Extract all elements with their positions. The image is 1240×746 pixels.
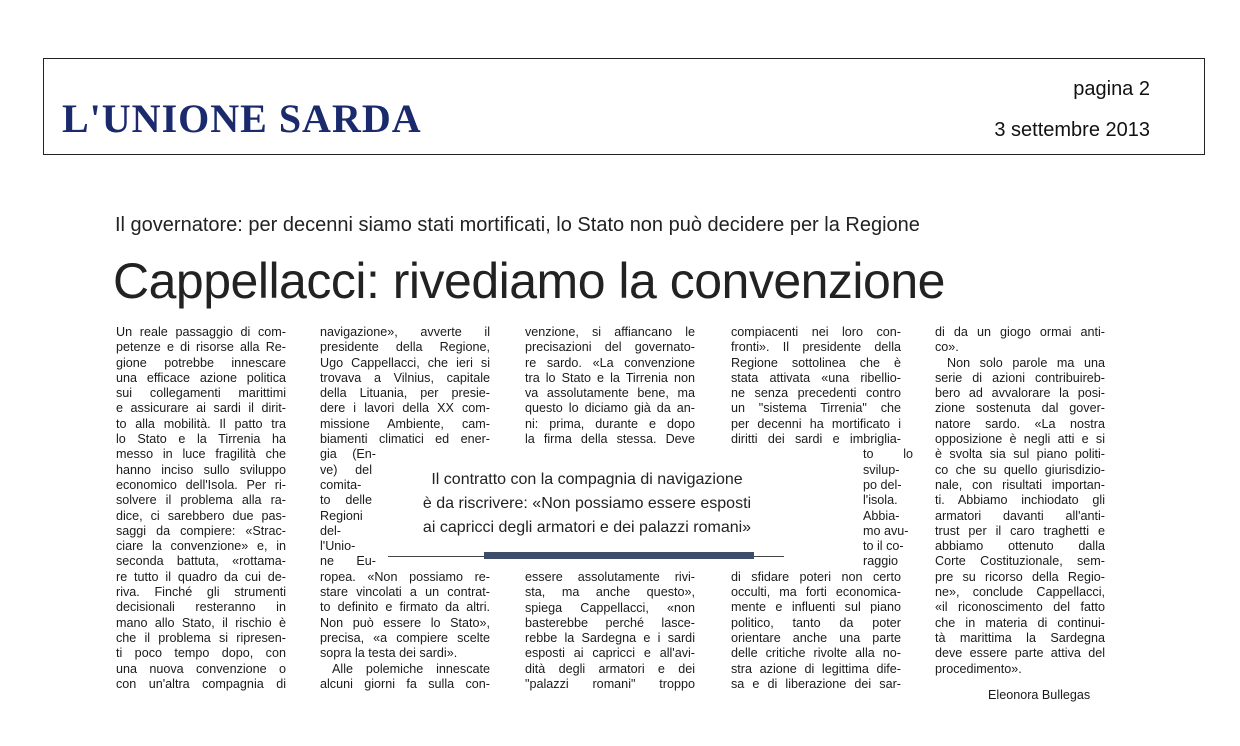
text-line: bero ad avvalorare la posi-	[935, 386, 1105, 401]
text-line: orientare anche una parte	[731, 630, 901, 645]
text-line: ti. Abbiamo inchiodato gli	[935, 493, 1105, 508]
text-line: mano allo Stato, il rischio è	[116, 615, 286, 630]
text-line: una nuova convenzione o	[116, 661, 286, 676]
text-line: Abbia-	[863, 508, 900, 523]
text-line: precisa, «a compiere scelte	[320, 630, 490, 645]
text-line: alcuni giorni fa sulla con-	[320, 676, 490, 691]
text-line: ni: prima, durante e dopo	[525, 416, 695, 431]
text-line: to lo	[863, 447, 913, 462]
article-column-1	[116, 325, 286, 692]
pull-quote-accent-bar	[484, 552, 754, 559]
text-line: sopra la testa dei sardi».	[320, 646, 458, 661]
text-line: essere assolutamente rivi-	[525, 570, 695, 584]
text-line: Non solo parole ma una	[947, 355, 1105, 370]
page-number: pagina 2	[1073, 78, 1150, 100]
text-line: dere i lavori della XX com-	[320, 401, 490, 416]
text-line: e assicurare ai sardi il dirit-	[116, 401, 286, 416]
text-line: dità degli armatori e dei	[525, 661, 695, 676]
text-line: to delle	[320, 493, 372, 508]
text-line: mo avu-	[863, 523, 909, 538]
text-line: tà marittima la Sardegna	[935, 630, 1105, 645]
text-line: re tutto il quadro da cui de-	[116, 569, 286, 584]
text-line: co».	[935, 340, 959, 355]
text-line: stata attivata «una ribellio-	[731, 370, 901, 385]
text-line: compiacenti nei loro con-	[731, 325, 901, 339]
text-line: economico dell'Isola. Per ri-	[116, 477, 286, 492]
text-line: comita-	[320, 477, 362, 492]
pull-quote	[400, 468, 774, 540]
text-line: saggi da compiere: «Strac-	[116, 523, 286, 538]
text-line: una efficace azione politica	[116, 370, 286, 385]
text-line: ve) del	[320, 462, 372, 477]
text-line: venzione, si affiancano le	[525, 325, 695, 339]
text-line: va assolutamente bene, ma	[525, 386, 695, 401]
text-line: co che su quello giurisdizio-	[935, 462, 1105, 477]
text-line: «il riconoscimento del fatto	[935, 600, 1105, 615]
text-line: Corte Costituzionale, sem-	[935, 554, 1105, 569]
text-line: biamenti climatici ed ener-	[320, 432, 490, 447]
text-line: abbiamo ottenuto dalla	[935, 539, 1105, 554]
article-column-5	[935, 325, 1105, 677]
text-line: esposti ai capricci e all'avi-	[525, 646, 695, 661]
text-line: zione sostenuta dal gover-	[935, 401, 1105, 416]
text-line: sa e di liberazione dei sar-	[731, 676, 901, 691]
text-line: di da un giogo ormai anti-	[935, 325, 1105, 339]
text-line: to alla mobilità. Il patto tra	[116, 416, 286, 431]
text-line: rebbe la Sardegna e i sardi	[525, 631, 695, 646]
text-line: la firma della stessa. Deve	[525, 432, 695, 447]
text-line: opposizione è negli atti e si	[935, 432, 1105, 447]
text-line: nale, con risultati importan-	[935, 477, 1105, 492]
pull-quote-line: Il contratto con la compagnia di navigazione	[431, 471, 743, 488]
text-line: basterebbe perché lasce-	[525, 615, 695, 630]
text-line: precisazioni del governato-	[525, 340, 695, 355]
text-line: è svolta sia sul piano politi-	[935, 447, 1105, 462]
publication-date: 3 settembre 2013	[994, 119, 1150, 141]
pull-quote-line: è da riscrivere: «Non possiamo essere esposti	[422, 495, 752, 512]
text-line: messo in luce fragilità che	[116, 447, 286, 462]
text-line: Alle polemiche innescate	[332, 661, 490, 676]
text-line: seconda battuta, «rottama-	[116, 554, 286, 569]
text-line: per decenni ha mortificato i	[731, 416, 901, 431]
text-line: to il co-	[863, 539, 904, 554]
newspaper-logo: L'UNIONE SARDA	[62, 96, 422, 141]
text-line: un "sistema Tirrenia" che	[731, 401, 901, 416]
text-line: l'isola.	[863, 493, 898, 508]
text-line: petenze e di risorse alla Re-	[116, 340, 286, 355]
text-line: lo Stato e la Tirrenia ha	[116, 432, 286, 447]
text-line: occulti, ma forti economica-	[731, 585, 901, 600]
text-line: ne», conclude Cappellacci,	[935, 585, 1105, 600]
text-line: ti poco tempo dopo, con	[116, 646, 286, 661]
text-line: Un reale passaggio di com-	[116, 325, 286, 339]
text-line: trovava a Vilnius, capitale	[320, 370, 490, 385]
text-line: dice, ci sarebbero due pas-	[116, 508, 286, 523]
text-line: gia (En-	[320, 447, 376, 462]
text-line: che in materia di continui-	[935, 615, 1105, 630]
article-author: Eleonora Bullegas	[988, 688, 1091, 702]
text-line: mente e influenti sul piano	[731, 600, 901, 615]
text-line: del-	[320, 523, 341, 538]
article-headline: Cappellacci: rivediamo la convenzione	[113, 253, 945, 309]
text-line: "palazzi romani" troppo	[525, 677, 695, 692]
text-line: presidente della Regione,	[320, 340, 490, 355]
text-line: Regioni	[320, 508, 363, 523]
text-line: tra lo Stato e la Tirrenia non	[525, 370, 695, 385]
article-column-3-continued	[525, 570, 695, 692]
text-line: Ugo Cappellacci, che ieri si	[320, 355, 490, 370]
text-line: solvere il problema alla ra-	[116, 493, 286, 508]
text-line: di sfidare poteri non certo	[731, 569, 901, 584]
text-line: missione Ambiente, cam-	[320, 416, 490, 431]
text-line: diritti dei sardi e imbriglia-	[731, 432, 901, 447]
text-line: ne senza precedenti contro	[731, 386, 901, 401]
text-line: sui collegamenti marittimi	[116, 386, 286, 401]
text-line: hanno inciso sullo sviluppo	[116, 462, 286, 477]
article-column-3	[525, 325, 695, 447]
text-line: l'Unio-	[320, 539, 356, 554]
text-line: pre su ricorso della Regio-	[935, 569, 1105, 584]
text-line: trust per il caro traghetti e	[935, 523, 1105, 538]
text-line: gione potrebbe innescare	[116, 355, 286, 370]
text-line: re sardo. «La convenzione	[525, 355, 695, 370]
text-line: decisionali resteranno in	[116, 600, 286, 615]
text-line: stra azione di legittima dife-	[731, 661, 901, 676]
text-line: fronti». Il presidente della	[731, 340, 901, 355]
text-line: ciare la convenzione» e, in	[116, 539, 286, 554]
text-line: della Lituania, per presie-	[320, 386, 490, 401]
text-line: to definito e firmato da altri.	[320, 600, 490, 615]
text-line: Regione sottolinea che è	[731, 355, 901, 370]
pull-quote-line: ai capricci degli armatori e dei palazzi romani»	[422, 519, 752, 536]
text-line: Non può essere lo Stato»,	[320, 615, 490, 630]
text-line: svilup-	[863, 462, 900, 477]
article-kicker: Il governatore: per decenni siamo stati mortificati, lo Stato non può decidere per la Regione	[115, 214, 920, 236]
text-line: navigazione», avverte il	[320, 325, 490, 339]
text-line: che il problema si ripresen-	[116, 630, 286, 645]
text-line: po del-	[863, 477, 902, 492]
text-line: ne Eu-	[320, 554, 376, 569]
text-line: con un'altra compagnia di	[116, 676, 286, 691]
text-line: sta, ma anche questo»,	[525, 585, 695, 600]
text-line: serie di azioni contribuireb-	[935, 370, 1105, 385]
text-line: spiega Cappellacci, «non	[525, 600, 695, 615]
text-line: ropea. «Non possiamo re-	[320, 569, 490, 584]
text-line: raggio	[863, 554, 899, 569]
text-line: riva. Finché gli strumenti	[116, 585, 286, 600]
text-line: procedimento».	[935, 661, 1022, 676]
masthead-box	[43, 58, 1205, 155]
text-line: deve essere parte attiva del	[935, 646, 1105, 661]
text-line: stare vincolati a un contrat-	[320, 585, 490, 600]
text-line: natore sardo. «La nostra	[935, 416, 1105, 431]
text-line: politico, tanto da poter	[731, 615, 901, 630]
text-line: questo lo diciamo già da an-	[525, 401, 695, 416]
text-line: delle critiche rivolte alla no-	[731, 646, 901, 661]
text-line: armatori davanti all'anti-	[935, 508, 1105, 523]
